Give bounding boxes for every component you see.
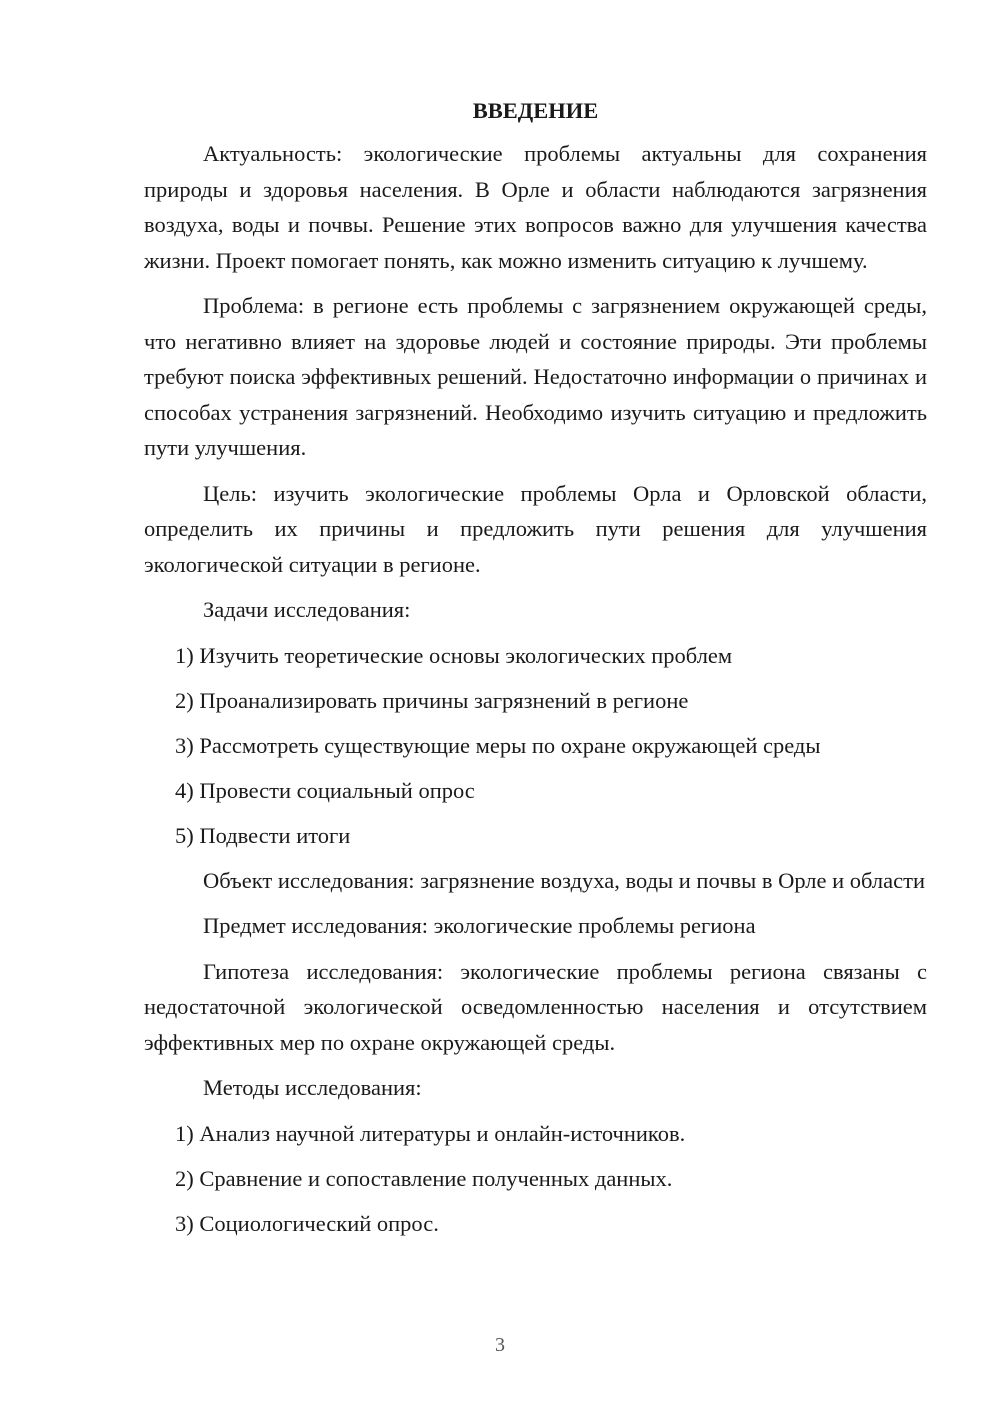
paragraph-object: Объект исследования: загрязнение воздуха, воды и почвы в Орле и области (203, 867, 925, 893)
list-item: 4) Провести социальный опрос (175, 777, 475, 803)
list-item: 2) Проанализировать причины загрязнений в регионе (175, 687, 689, 713)
list-item: 1) Изучить теоретические основы экологических проблем (175, 642, 733, 668)
page-number: 3 (495, 1334, 505, 1356)
tasks-list (144, 638, 927, 854)
section-title: ВВЕДЕНИЕ (472, 98, 599, 123)
paragraph-problem: Проблема: в регионе есть проблемы с загрязнением окружающей среды, что негативно влияет на здоровье людей и состояние природы. Эти проблемы требуют поиска эффективных решений. Недостаточно информации о причинах и способах устранения загрязнений. Необходимо изучить ситуацию и предложить пути улучшения. (144, 293, 927, 460)
list-item: 3) Рассмотреть существующие меры по охране окружающей среды (175, 732, 821, 758)
list-item: 5) Подвести итоги (175, 822, 351, 848)
paragraph-hypothesis: Гипотеза исследования: экологические проблемы региона связаны с недостаточной экологической осведомленностью населения и отсутствием эффективных мер по охране окружающей среды. (144, 958, 927, 1055)
methods-heading: Методы исследования: (203, 1075, 422, 1100)
paragraph-goal: Цель: изучить экологические проблемы Орла и Орловской области, определить их причины и предложить пути решения для улучшения экологической ситуации в регионе. (144, 480, 927, 577)
list-item: 3) Социологический опрос. (175, 1210, 439, 1236)
list-item: 1) Анализ научной литературы и онлайн-источников. (175, 1120, 686, 1146)
document-page (144, 96, 927, 1251)
list-item: 2) Сравнение и сопоставление полученных данных. (175, 1165, 673, 1191)
paragraph-subject: Предмет исследования: экологические проблемы региона (203, 913, 756, 938)
tasks-heading: Задачи исследования: (203, 597, 411, 622)
methods-list (144, 1116, 927, 1242)
paragraph-relevance: Актуальность: экологические проблемы актуальны для сохранения природы и здоровья населения. В Орле и области наблюдаются загрязнения воздуха, воды и почвы. Решение этих вопросов важно для улучшения качества жизни. Проект помогает понять, как можно изменить ситуацию к лучшему. (144, 141, 927, 273)
